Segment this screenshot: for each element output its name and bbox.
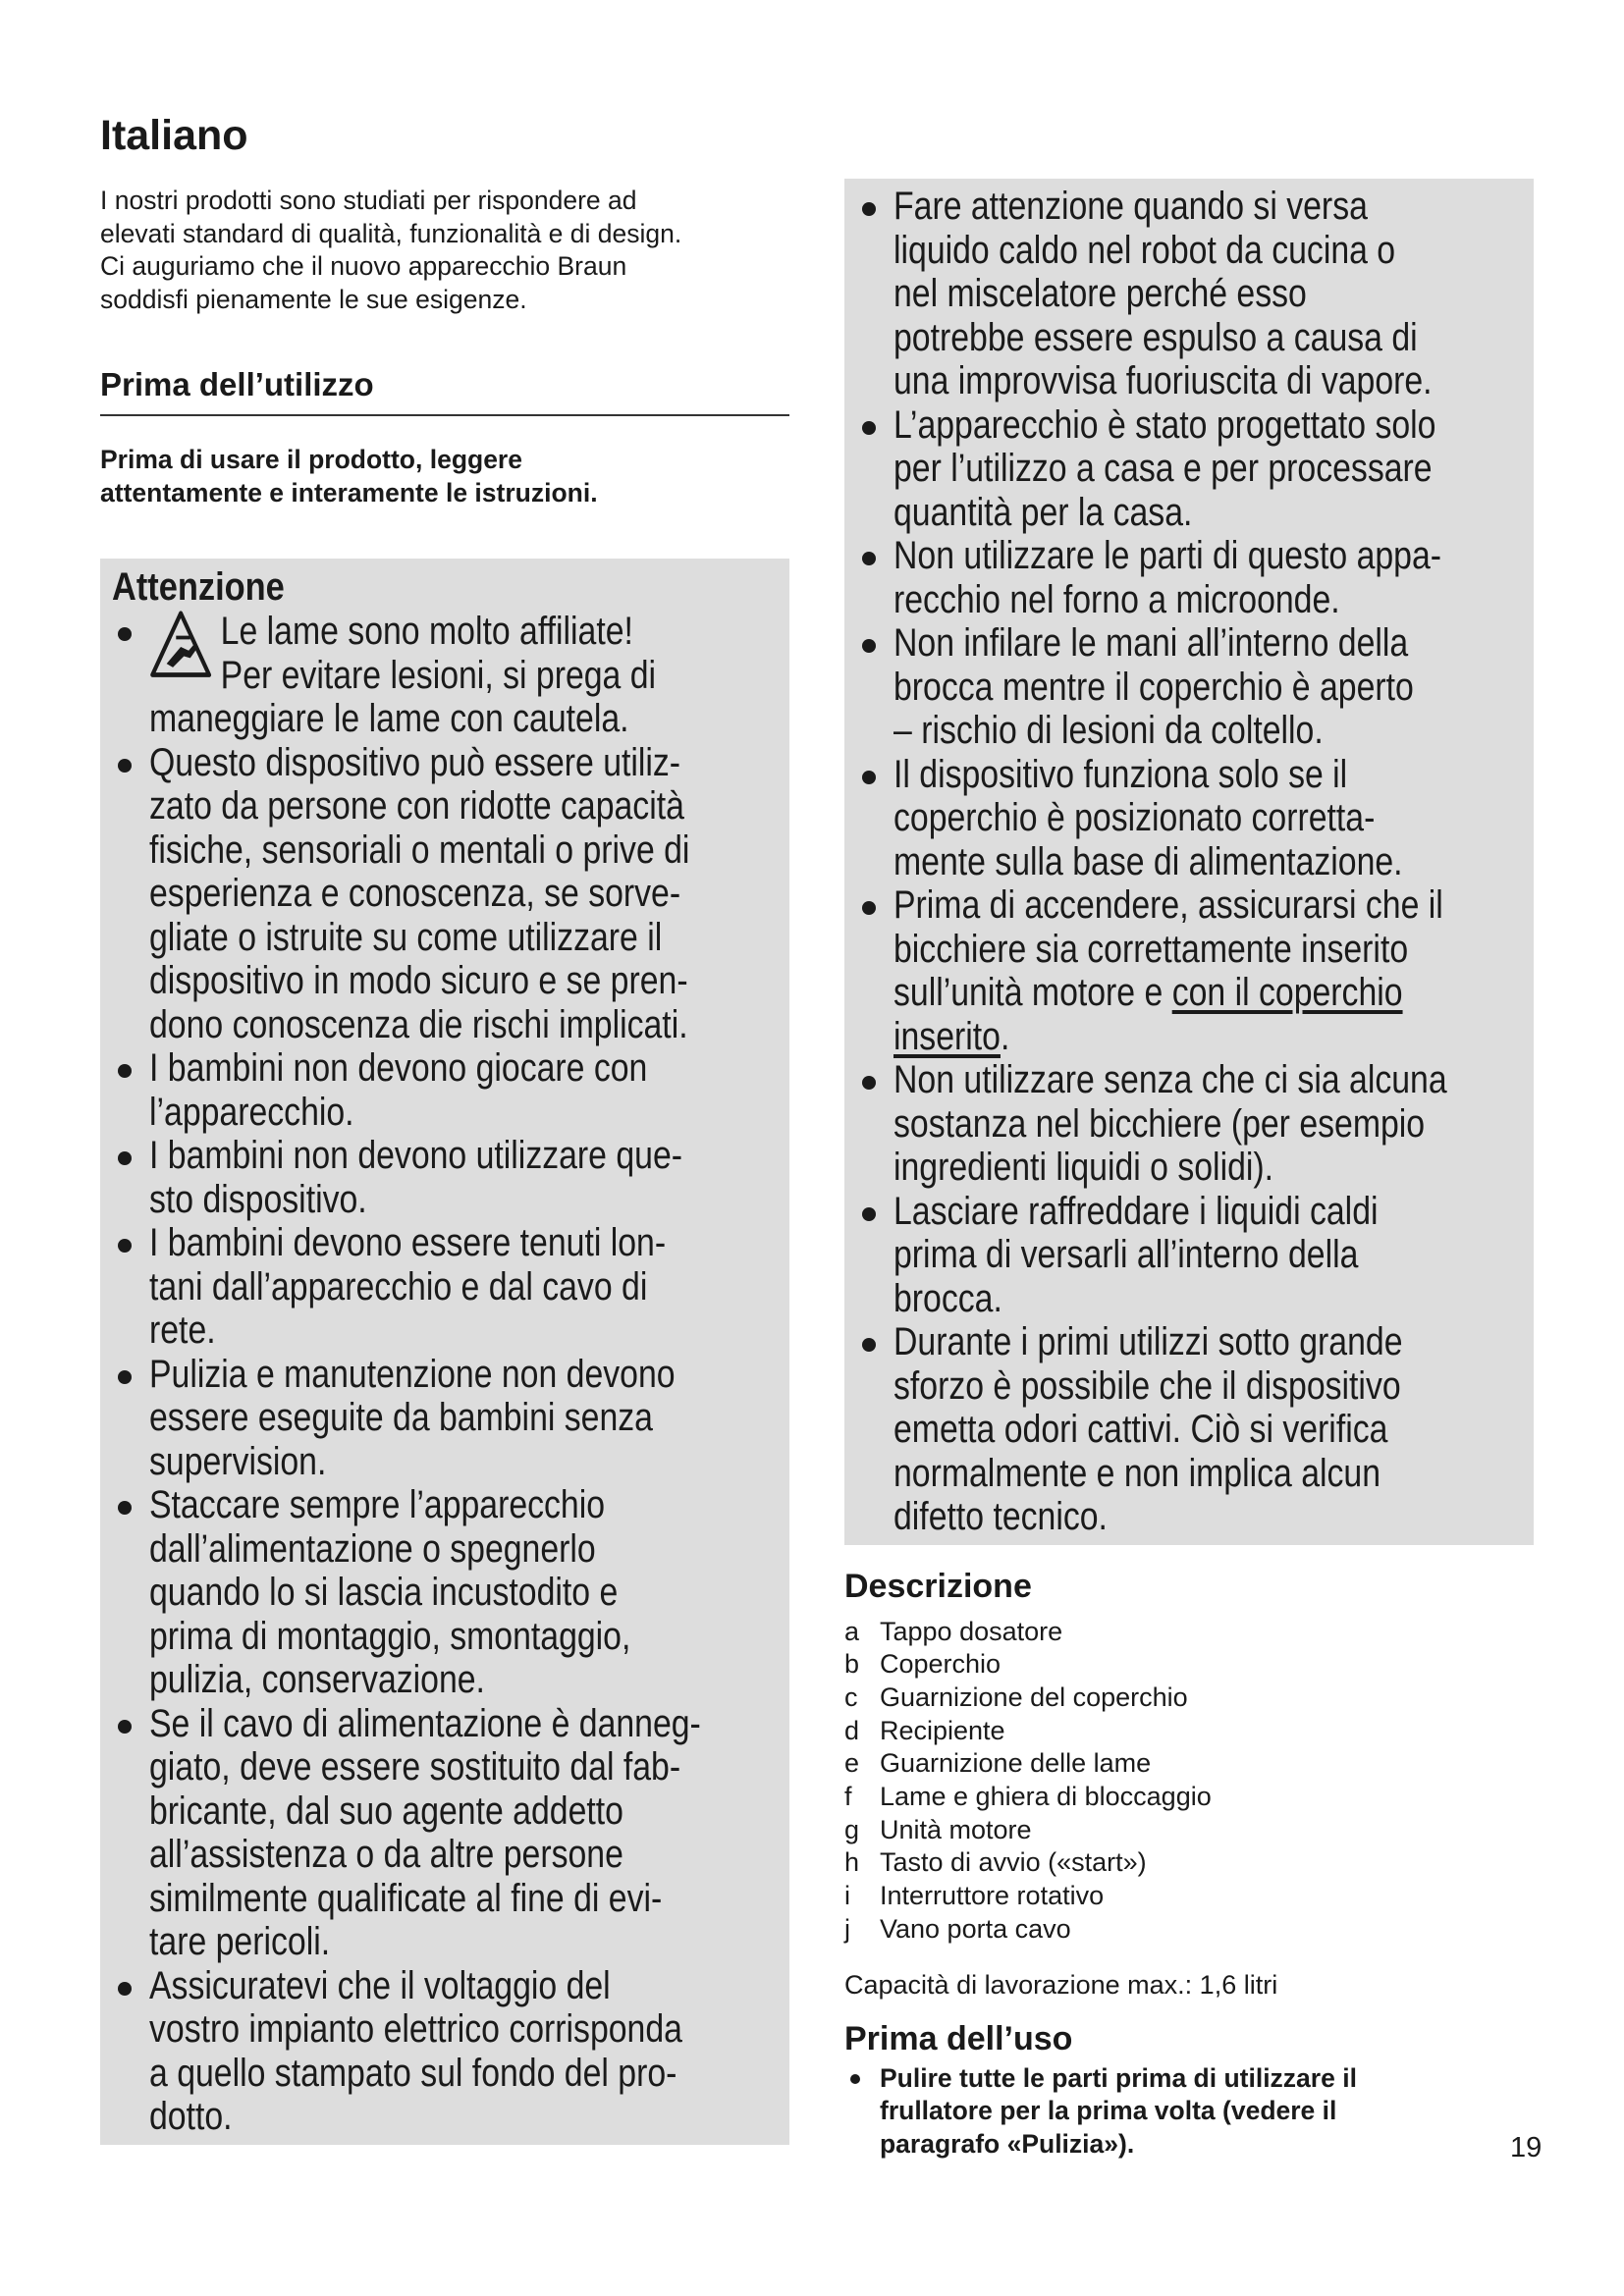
warning-line: a quello stampato sul fondo del pro- [149,2051,677,2095]
first-use-heading: Prima dell’uso [844,2019,1073,2057]
warning-line: bicchiere sia correttamente inserito [893,927,1409,971]
warning-line: Prima di accendere, assicurarsi che il [893,883,1443,927]
warning-list-left [112,610,772,2139]
warning-item [112,1483,772,1702]
warning-line: Le lame sono molto affiliate! [220,610,633,653]
warning-line: tani dall’apparecchio e dal cavo di [149,1264,648,1308]
warning-line: emetta odori cattivi. Ciò si verifica [893,1408,1388,1451]
warning-line: Assicuratevi che il voltaggio del [149,1963,611,2007]
part-name: Interruttore rotativo [880,1881,1105,1911]
warning-line: Questo dispositivo può essere utiliz- [149,740,681,784]
warning-item [856,1320,1516,1539]
warning-line: I bambini non devono giocare con [149,1046,648,1090]
warning-line: Fare attenzione quando si versa [893,185,1368,228]
warning-item [112,1353,772,1484]
parts-list [844,1616,1534,1947]
warning-box-left [100,559,789,2145]
warning-line: Per evitare lesioni, si prega di [220,653,657,697]
warning-line: per l’utilizzo a casa e per processare [893,447,1433,490]
intro-line: Ci auguriamo che il nuovo apparecchio Braun [100,251,627,281]
warning-line: dispositivo in modo sicuro e se pren- [149,959,688,1002]
warning-line: una improvvisa fuoriuscita di vapore. [893,359,1433,402]
warning-line: – rischio di lesioni da coltello. [893,709,1324,752]
part-letter: f [844,1782,852,1812]
warning-line: coperchio è posizionato corretta- [893,796,1376,839]
part-letter: h [844,1847,860,1878]
warning-line: gliate o istruite su come utilizzare il [149,915,663,959]
warning-line: giato, deve essere sostituito dal fab- [149,1745,681,1789]
intro-line: elevati standard di qualità, funzionalità e di design. [100,218,682,248]
warning-line: Durante i primi utilizzi sotto grande [893,1320,1403,1363]
warning-item [112,741,772,1047]
warning-line: sostanza nel bicchiere (per esempio [893,1101,1426,1146]
right-column [844,179,1534,2161]
warning-line: maneggiare le lame con cautela. [149,697,629,740]
warning-line: vostro impianto elettrico corrisponda [149,2007,682,2051]
warning-line: quantità per la casa. [893,490,1193,534]
underlined-text: con il coperchio [1171,971,1403,1014]
warning-line: recchio nel forno a microonde. [893,577,1340,621]
list-item [844,1880,1534,1913]
list-item [844,1913,1534,1947]
warning-line: quando lo si lascia incustodito e [149,1571,619,1614]
warning-line: Non utilizzare senza che ci sia alcuna [893,1058,1447,1101]
list-item [844,1715,1534,1748]
notice-line: attentamente e interamente le istruzioni. [100,477,598,507]
warning-item [856,534,1516,621]
warning-line: ingredienti liquidi o solidi). [893,1146,1274,1189]
warning-text: sull’unità motore e [893,971,1172,1014]
warning-item [112,1964,772,2139]
warning-line: liquido caldo nel robot da cucina o [893,228,1396,272]
part-letter: g [844,1814,860,1844]
warning-item [856,621,1516,753]
warning-line: prima di versarli all’interno della [893,1233,1359,1276]
intro-line: I nostri prodotti sono studiati per rispondere ad [100,186,637,215]
list-item [844,1616,1534,1649]
warning-text: . [1000,1014,1010,1058]
warning-item [112,1221,772,1353]
warning-item [112,1134,772,1221]
warning-line: esperienza e conoscenza, se sorve- [149,872,681,915]
warning-box-right [844,179,1534,1545]
warning-line: I bambini devono essere tenuti lon- [149,1221,667,1264]
list-item [844,1648,1534,1682]
warning-line [893,971,1516,1015]
part-name: Vano porta cavo [880,1913,1071,1944]
read-instructions-notice [100,444,789,509]
warning-item [856,753,1516,884]
warning-line: essere eseguite da bambini senza [149,1396,653,1439]
intro-line: soddisfi pienamente le sue esigenze. [100,284,527,314]
description-heading: Descrizione [844,1567,1032,1605]
part-letter: a [844,1616,860,1646]
warning-line: dotto. [149,2095,233,2138]
part-name: Tappo dosatore [880,1616,1063,1646]
warning-line: Il dispositivo funziona solo se il [893,752,1348,796]
warning-line: prima di montaggio, smontaggio, [149,1614,631,1658]
intro-paragraph [100,185,789,316]
list-item [844,1682,1534,1715]
hand-cut-hazard-icon [149,610,212,684]
warning-line: rete. [149,1308,216,1352]
part-name: Guarnizione del coperchio [880,1682,1188,1712]
warning-line: pulizia, conservazione. [149,1658,485,1701]
warning-line: sforzo è possibile che il dispositivo [893,1363,1401,1408]
list-item [844,2062,1534,2162]
warning-line: Pulizia e manutenzione non devono [149,1352,676,1396]
first-use-line: Pulire tutte le parti prima di utilizzare il [880,2062,1357,2093]
list-item [844,1846,1534,1880]
notice-line: Prima di usare il prodotto, leggere [100,445,522,474]
page-number: 19 [1510,2132,1543,2163]
part-letter: e [844,1748,860,1779]
part-letter: d [844,1715,860,1745]
part-letter: c [844,1682,858,1712]
warning-item [856,1058,1516,1190]
warning-line: fisiche, sensoriali o mentali o prive di [149,828,690,872]
warning-line: potrebbe essere espulso a causa di [893,315,1418,359]
warning-item [112,1702,772,1964]
warning-line: supervision. [149,1439,327,1483]
part-name: Coperchio [880,1649,1001,1680]
warning-line: dono conoscenza die rischi implicati. [149,1002,688,1046]
part-letter: b [844,1649,860,1680]
warning-line: difetto tecnico. [893,1495,1108,1538]
warning-item [856,403,1516,535]
first-use-line: frullatore per la prima volta (vedere il [880,2096,1337,2126]
warning-line: brocca. [893,1276,1002,1320]
part-name: Unità motore [880,1814,1032,1844]
part-name: Recipiente [880,1715,1005,1745]
part-name: Lame e ghiera di bloccaggio [880,1782,1212,1812]
warning-item [856,883,1516,1058]
list-item [844,1781,1534,1814]
warning-line: Lasciare raffreddare i liquidi caldi [893,1189,1379,1233]
warning-item [856,185,1516,403]
warning-line: Non utilizzare le parti di questo appa- [893,534,1442,577]
warning-line: bricante, dal suo agente addetto [149,1789,623,1833]
warning-item [112,1046,772,1134]
left-column [100,110,789,2145]
warning-line: normalmente e non implica alcun [893,1451,1381,1495]
part-letter: j [844,1913,850,1944]
underlined-text: inserito [893,1014,1001,1058]
warning-line: brocca mentre il coperchio è aperto [893,665,1414,709]
warning-line: L’apparecchio è stato progettato solo [893,402,1436,447]
warning-line: mente sulla base di alimentazione. [893,839,1403,883]
warning-title: Attenzione [112,565,285,609]
first-use-list [844,2062,1534,2162]
part-name: Tasto di avvio («start») [880,1847,1147,1878]
before-use-heading: Prima dell’utilizzo [100,365,789,416]
list-item [844,1747,1534,1781]
part-name: Guarnizione delle lame [880,1748,1152,1779]
warning-line: tare pericoli. [149,1920,331,1963]
warning-line [893,1015,1516,1059]
warning-line: similmente qualificate al fine di evi- [149,1876,663,1920]
warning-line: dall’alimentazione o spegnerlo [149,1526,596,1571]
capacity-text: Capacità di lavorazione max.: 1,6 litri [844,1969,1278,2000]
warning-item [112,610,772,741]
language-title: Italiano [100,112,248,159]
warning-item [856,1190,1516,1321]
warning-line: sto dispositivo. [149,1177,367,1221]
warning-line: l’apparecchio. [149,1090,354,1134]
warning-line: Non infilare le mani all’interno della [893,621,1409,665]
warning-line: Staccare sempre l’apparecchio [149,1483,606,1526]
warning-line: zato da persone con ridotte capacità [149,784,684,828]
warning-line: all’assistenza o da altre persone [149,1833,623,1876]
list-item [844,1814,1534,1847]
warning-line: Se il cavo di alimentazione è danneg- [149,1701,701,1745]
warning-line: I bambini non devono utilizzare que- [149,1134,683,1177]
warning-line: nel miscelatore perché esso [893,272,1307,315]
warning-list-right [856,185,1516,1539]
first-use-line: paragrafo «Pulizia»). [880,2128,1135,2159]
part-letter: i [844,1881,850,1911]
